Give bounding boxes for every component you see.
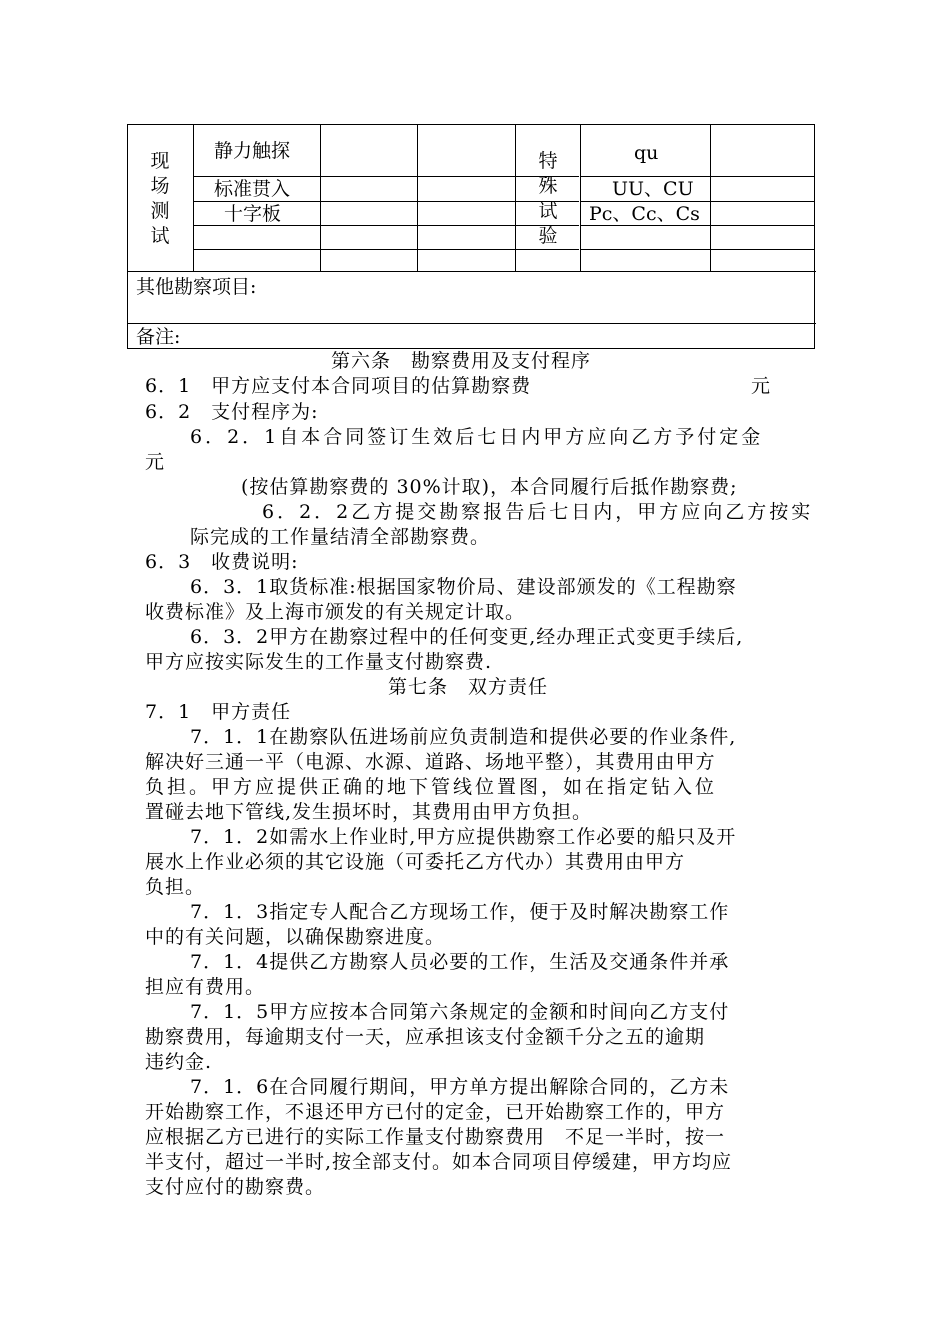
- article6-line: 收费标准》及上海市颁发的有关规定计取。: [145, 601, 526, 623]
- article6-line: 6．1 甲方应支付本合同项目的估算勘察费: [145, 375, 532, 397]
- article7-title: 第七条 双方责任: [388, 676, 549, 698]
- article6-line: 6．3 收费说明:: [145, 551, 299, 573]
- article6-line: 6．2 支付程序为:: [145, 401, 319, 423]
- article7-line: 开始勘察工作，不退还甲方已付的定金，已开始勘察工作的，甲方: [145, 1101, 726, 1123]
- row-divider: [193, 249, 579, 250]
- article7-line: 勘察费用，每逾期支付一天，应承担该支付金额千分之五的逾期: [145, 1026, 706, 1048]
- article7-line: 支付应付的勘察费。: [145, 1176, 326, 1198]
- article6-line: 6．2．1自本合同签订生效后七日内甲方应向乙方予付定金: [190, 426, 764, 448]
- article7-line: 7．1．3指定专人配合乙方现场工作，便于及时解决勘察工作: [190, 901, 730, 923]
- column-divider: [515, 125, 516, 272]
- row-divider: [128, 271, 816, 272]
- article7-line: 7．1．6在合同履行期间，甲方单方提出解除合同的，乙方未: [190, 1076, 730, 1098]
- column-divider: [320, 125, 321, 272]
- article7-line: 中的有关问题，以确保勘察进度。: [145, 926, 446, 948]
- uu-cu-label: UU、CU: [612, 178, 694, 200]
- special-test-header: 特殊试验: [538, 150, 558, 247]
- column-divider: [710, 125, 711, 272]
- remarks-label: 备注:: [136, 326, 181, 348]
- article7-line: 负担。: [145, 876, 206, 898]
- article7-line: 7．1．2如需水上作业时,甲方应提供勘察工作必要的船只及开: [190, 826, 737, 848]
- row-divider: [128, 323, 816, 324]
- article7-line: 担应有费用。: [145, 976, 266, 998]
- article7-line: 半支付，超过一半时,按全部支付。如本合同项目停缓建，甲方均应: [145, 1151, 733, 1173]
- article6-line: 6．3．2甲方在勘察过程中的任何变更,经办理正式变更手续后,: [190, 626, 744, 648]
- article7-line: 置碰去地下管线,发生损坏时，其费用由甲方负担。: [145, 801, 593, 823]
- article6-title: 第六条 勘察费用及支付程序: [331, 350, 592, 372]
- article7-line: 解决好三通一平（电源、水源、道路、场地平整），其费用由甲方: [145, 751, 716, 773]
- article6-line: (按估算勘察费的 30%计取)，本合同履行后抵作勘察费;: [241, 476, 738, 498]
- column-divider: [580, 125, 581, 272]
- article6-line: 际完成的工作量结清全部勘察费。: [190, 526, 491, 548]
- survey-items-table: [127, 124, 815, 349]
- article7-line: 7．1．1在勘察队伍进场前应负责制造和提供必要的作业条件,: [190, 726, 737, 748]
- article6-line: 6．3．1取货标准:根据国家物价局、建设部颁发的《工程勘察: [190, 576, 737, 598]
- other-items-label: 其他勘察项目:: [136, 276, 257, 298]
- article6-line: 元: [751, 375, 772, 397]
- cpt-label: 静力触探: [214, 140, 291, 162]
- article7-line: 7．1．4提供乙方勘察人员必要的工作，生活及交通条件并承: [190, 951, 730, 973]
- article7-line: 7．1．5甲方应按本合同第六条规定的金额和时间向乙方支付: [190, 1001, 730, 1023]
- article7-line: 负担。甲方应提供正确的地下管线位置图，如在指定钻入位: [145, 776, 718, 798]
- qu-label: qu: [634, 142, 659, 164]
- article7-line: 展水上作业必须的其它设施（可委托乙方代办）其费用由甲方: [145, 851, 686, 873]
- article6-line: 元: [145, 451, 166, 473]
- spt-label: 标准贯入: [214, 178, 291, 200]
- column-divider: [417, 125, 418, 272]
- vane-test-label: 十字板: [224, 203, 282, 225]
- article7-line: 违约金.: [145, 1051, 213, 1073]
- column-divider: [193, 125, 194, 272]
- row-divider: [581, 249, 815, 250]
- article6-line: 甲方应按实际发生的工作量支付勘察费.: [145, 651, 493, 673]
- article7-line: 应根据乙方已进行的实际工作量支付勘察费用 不足一半时，按一: [145, 1126, 726, 1148]
- article7-line: 7．1 甲方责任: [145, 701, 292, 723]
- pc-cc-cs-label: Pc、Cc、Cs: [589, 203, 700, 225]
- field-test-header: 现场测试: [150, 150, 170, 247]
- article6-line: 6．2．2乙方提交勘察报告后七日内，甲方应向乙方按实: [262, 501, 814, 523]
